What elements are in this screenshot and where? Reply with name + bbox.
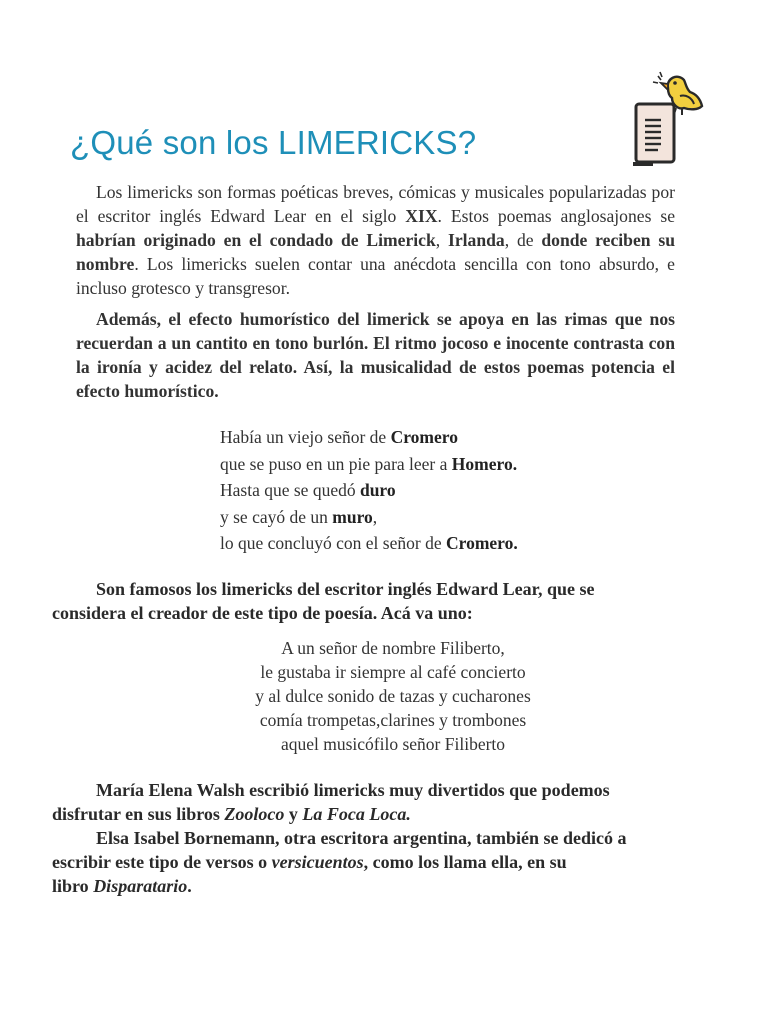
poem-line: comía trompetas,clarines y trombones xyxy=(259,710,527,730)
limerick-cromero xyxy=(220,424,518,557)
intro-paragraph-2: Además, el efecto humorístico del limerick se apoya en las rimas que nos recuerdan a un cantito en tono burlón. El ritmo jocoso e inocente contrasta con la ironía y acidez del relato. Así, la musicalidad de estos poemas potencia el efecto humorístico. xyxy=(76,309,675,401)
poem-line: que se puso en un pie para leer a Homero. xyxy=(220,453,518,474)
walsh-bornemann-paragraph: María Elena Walsh escribió limericks muy divertidos que podemos disfrutar en sus libros Zooloco y La Foca Loca. Elsa Isabel Bornemann, otra escritora argentina, también se dedicó a escribir este tipo de versos o versicuentos, como los llama ella, en su libro Disparatario. xyxy=(52,780,627,896)
poem-line: y se cayó de un muro, xyxy=(220,506,378,527)
poem-line: Había un viejo señor de Cromero xyxy=(220,427,458,447)
page-title: ¿Qué son los LIMERICKS? xyxy=(70,124,477,161)
poem-line: y al dulce sonido de tazas y cucharones xyxy=(255,686,531,706)
poem-line: aquel musicófilo señor Filiberto xyxy=(280,734,506,754)
poem-line: A un señor de nombre Filiberto, xyxy=(281,638,505,658)
bird-on-document-icon xyxy=(628,70,708,170)
poem-line: Hasta que se quedó duro xyxy=(220,480,396,500)
intro-paragraph-1: Los limericks son formas poéticas breves, cómicas y musicales popularizadas por el escritor inglés Edward Lear en el siglo XIX. Estos poemas anglosajones se habrían originado en el condado de Limerick, Irlanda, de donde reciben su nombre. Los limericks suelen contar una anécdota sencilla con tono absurdo, e incluso grotesco y transgresor. xyxy=(76,182,675,298)
poem-line: lo que concluyó con el señor de Cromero. xyxy=(220,533,518,553)
lear-paragraph: Son famosos los limericks del escritor inglés Edward Lear, que se considera el creador de este tipo de poesía. Acá va uno: xyxy=(52,579,595,623)
limerick-filiberto xyxy=(230,636,556,756)
poem-line: le gustaba ir siempre al café concierto xyxy=(260,662,526,682)
